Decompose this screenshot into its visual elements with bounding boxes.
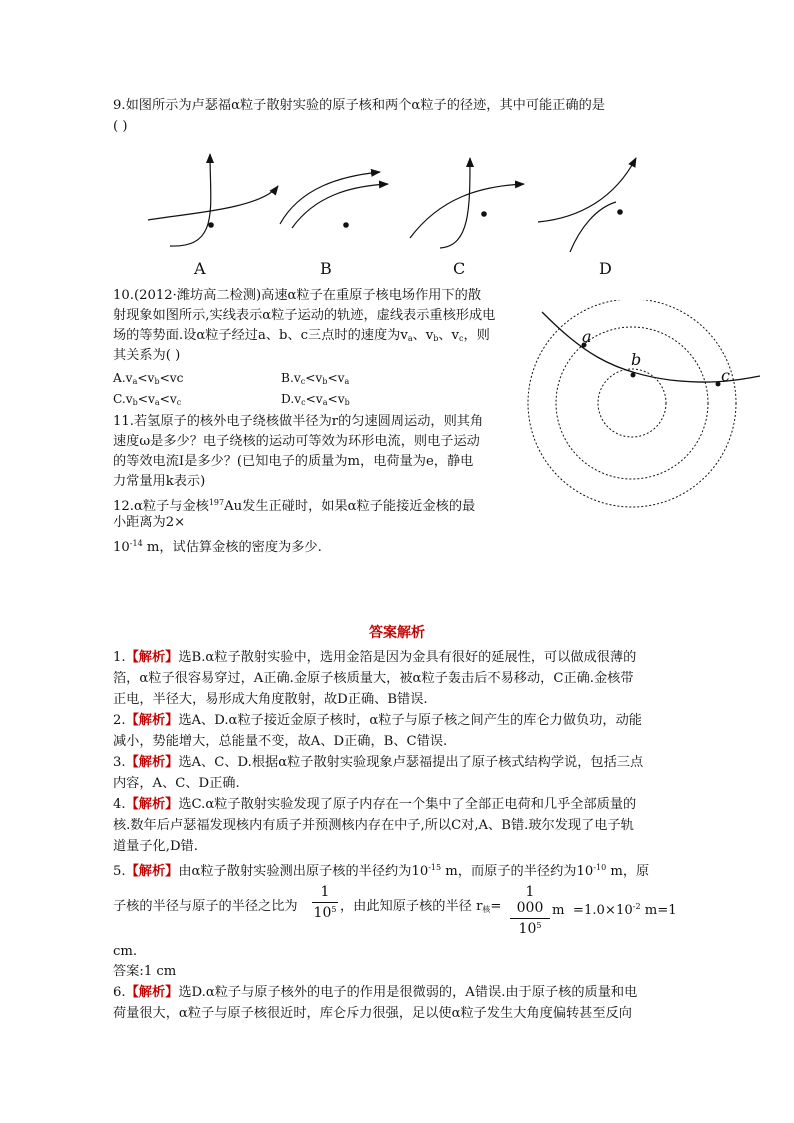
option-a-label: A xyxy=(194,259,206,278)
answers-title: 答案解析 xyxy=(369,625,425,641)
q10-option-b: $B.v_c<v_b<v_a$ xyxy=(281,371,350,386)
q11-line2: 速度ω是多少？电子绕核的运动可等效为环形电流，则电子运动 xyxy=(113,434,480,449)
q10-figure xyxy=(520,300,770,520)
q10-line1: 10.(2012·潍坊高二检测)高速α粒子在重原子核电场作用下的散 xyxy=(113,288,482,303)
q12-line1: 12.α粒子与金核$^{197}$Au发生正碰时，如果α粒子能接近金核的最 xyxy=(113,498,476,514)
q9-line2: ( ) xyxy=(113,119,128,134)
label-a: a xyxy=(582,327,592,346)
option-d-label: D xyxy=(599,259,612,278)
answer-2-line2: 减小，势能增大，总能量不变，故A、D正确，B、C错误. xyxy=(113,734,448,749)
q10-option-d: $D.v_c<v_a<v_b$ xyxy=(281,392,350,407)
q11-line3: 的等效电流I是多少？(已知电子的质量为m，电荷量为e，静电 xyxy=(113,454,474,469)
answer-6-line1: 6.【解析】选D.α粒子与原子核外的电子的作用是很微弱的，A错误.由于原子核的质量和电 xyxy=(113,985,638,1000)
q10-line4: 其关系为( ) xyxy=(113,348,181,363)
answer-1-line2: 箔，α粒子很容易穿过，A正确.金原子核质量大，被α粒子轰击后不易移动，C正确.金核带 xyxy=(113,671,634,686)
option-a-diagram xyxy=(148,154,278,246)
answer-5-line3: cm. xyxy=(113,944,138,959)
q9-line1: 9.如图所示为卢瑟福α粒子散射实验的原子核和两个α粒子的径迹，其中可能正确的是 xyxy=(113,98,605,113)
answer-4-line1: 4.【解析】选C.α粒子散射实验发现了原子内存在一个集中了全部正电荷和几乎全部质量的 xyxy=(113,797,637,812)
option-d-diagram xyxy=(538,158,636,252)
answer-5-line2-end: $m =1.0\times 10^{-2}$ m=1 xyxy=(552,902,677,918)
q11-line4: 力常量用k表示) xyxy=(113,474,206,489)
q9-figure xyxy=(140,148,680,256)
option-b-diagram xyxy=(280,172,388,228)
q10-option-c: $C.v_b<v_a<v_c$ xyxy=(113,392,182,407)
label-c: c xyxy=(721,366,730,385)
q10-line2: 射现象如图所示,实线表示α粒子运动的轨迹，虚线表示重核形成电 xyxy=(113,308,496,323)
option-c-label: C xyxy=(453,259,466,278)
answer-4-line3: 道量子化,D错. xyxy=(113,839,198,854)
answer-6-line2: 荷量很大，α粒子与原子核很近时，库仑斥力很强，足以使α粒子发生大角度偏转甚至反向 xyxy=(113,1006,632,1021)
nucleus-dot xyxy=(481,211,487,217)
fraction-1000-over-10-5 xyxy=(510,884,550,937)
point-c xyxy=(716,382,721,387)
answer-5-line1: 5.【解析】由α粒子散射实验测出原子核的半径约为$10^{-15}$ m，而原子的半径约为$10^{-10}$ m，原 xyxy=(113,863,650,879)
answer-1-line3: 正电，半径大，易形成大角度散射，故D正确、B错误. xyxy=(113,692,428,707)
answer-2-line1: 2.【解析】选A、D.α粒子接近金原子核时，α粒子与原子核之间产生的库仑力做负功，动能 xyxy=(113,713,642,728)
answer-3-line1: 3.【解析】选A、C、D.根据α粒子散射实验现象卢瑟福提出了原子核式结构学说，包括三点 xyxy=(113,755,644,770)
answer-3-line2: 内容，A、C、D正确. xyxy=(113,776,240,791)
q12-line2: 小距离为2× xyxy=(113,515,186,530)
fraction-1-over-10-5 xyxy=(312,884,338,921)
q11-line1: 11.若氢原子的核外电子绕核做半径为r的匀速圆周运动，则其角 xyxy=(113,414,484,429)
q10-option-a: $A.v_a<v_b<vc$ xyxy=(113,371,184,386)
fraction-numerator: 1 xyxy=(320,884,330,900)
fraction-denominator: $10^5$ xyxy=(518,921,542,937)
answer-4-line2: 核.数年后卢瑟福发现核内有质子并预测核内存在中子,所以C对,A、B错.玻尔发现了电子轨 xyxy=(113,818,634,833)
option-c-diagram xyxy=(410,158,524,248)
label-b: b xyxy=(631,350,642,369)
q12-line3: $10^{-14}$ m，试估算金核的密度为多少. xyxy=(113,539,322,555)
answer-5-line2-mid: ，由此知原子核的半径 $r_核=$ xyxy=(340,899,502,914)
point-b xyxy=(631,373,636,378)
nucleus-dot xyxy=(208,222,214,228)
nucleus-dot xyxy=(617,209,623,215)
nucleus-dot xyxy=(343,222,349,228)
answer-5-line2-pre: 子核的半径与原子的半径之比为 xyxy=(113,899,298,914)
q10-line3: 场的等势面.设α粒子经过a、b、c三点时的速度为$v_a$、$v_b$、$v_c$，则 xyxy=(113,328,490,343)
answer-1-line1: 1.【解析】选B.α粒子散射实验中，选用金箔是因为金具有很好的延展性，可以做成很薄的 xyxy=(113,650,637,665)
fraction-numerator: 1 000 xyxy=(516,884,544,916)
answer-5-final: 答案:1 cm xyxy=(113,964,177,979)
option-b-label: B xyxy=(320,259,332,278)
fraction-denominator: $10^5$ xyxy=(313,905,337,921)
